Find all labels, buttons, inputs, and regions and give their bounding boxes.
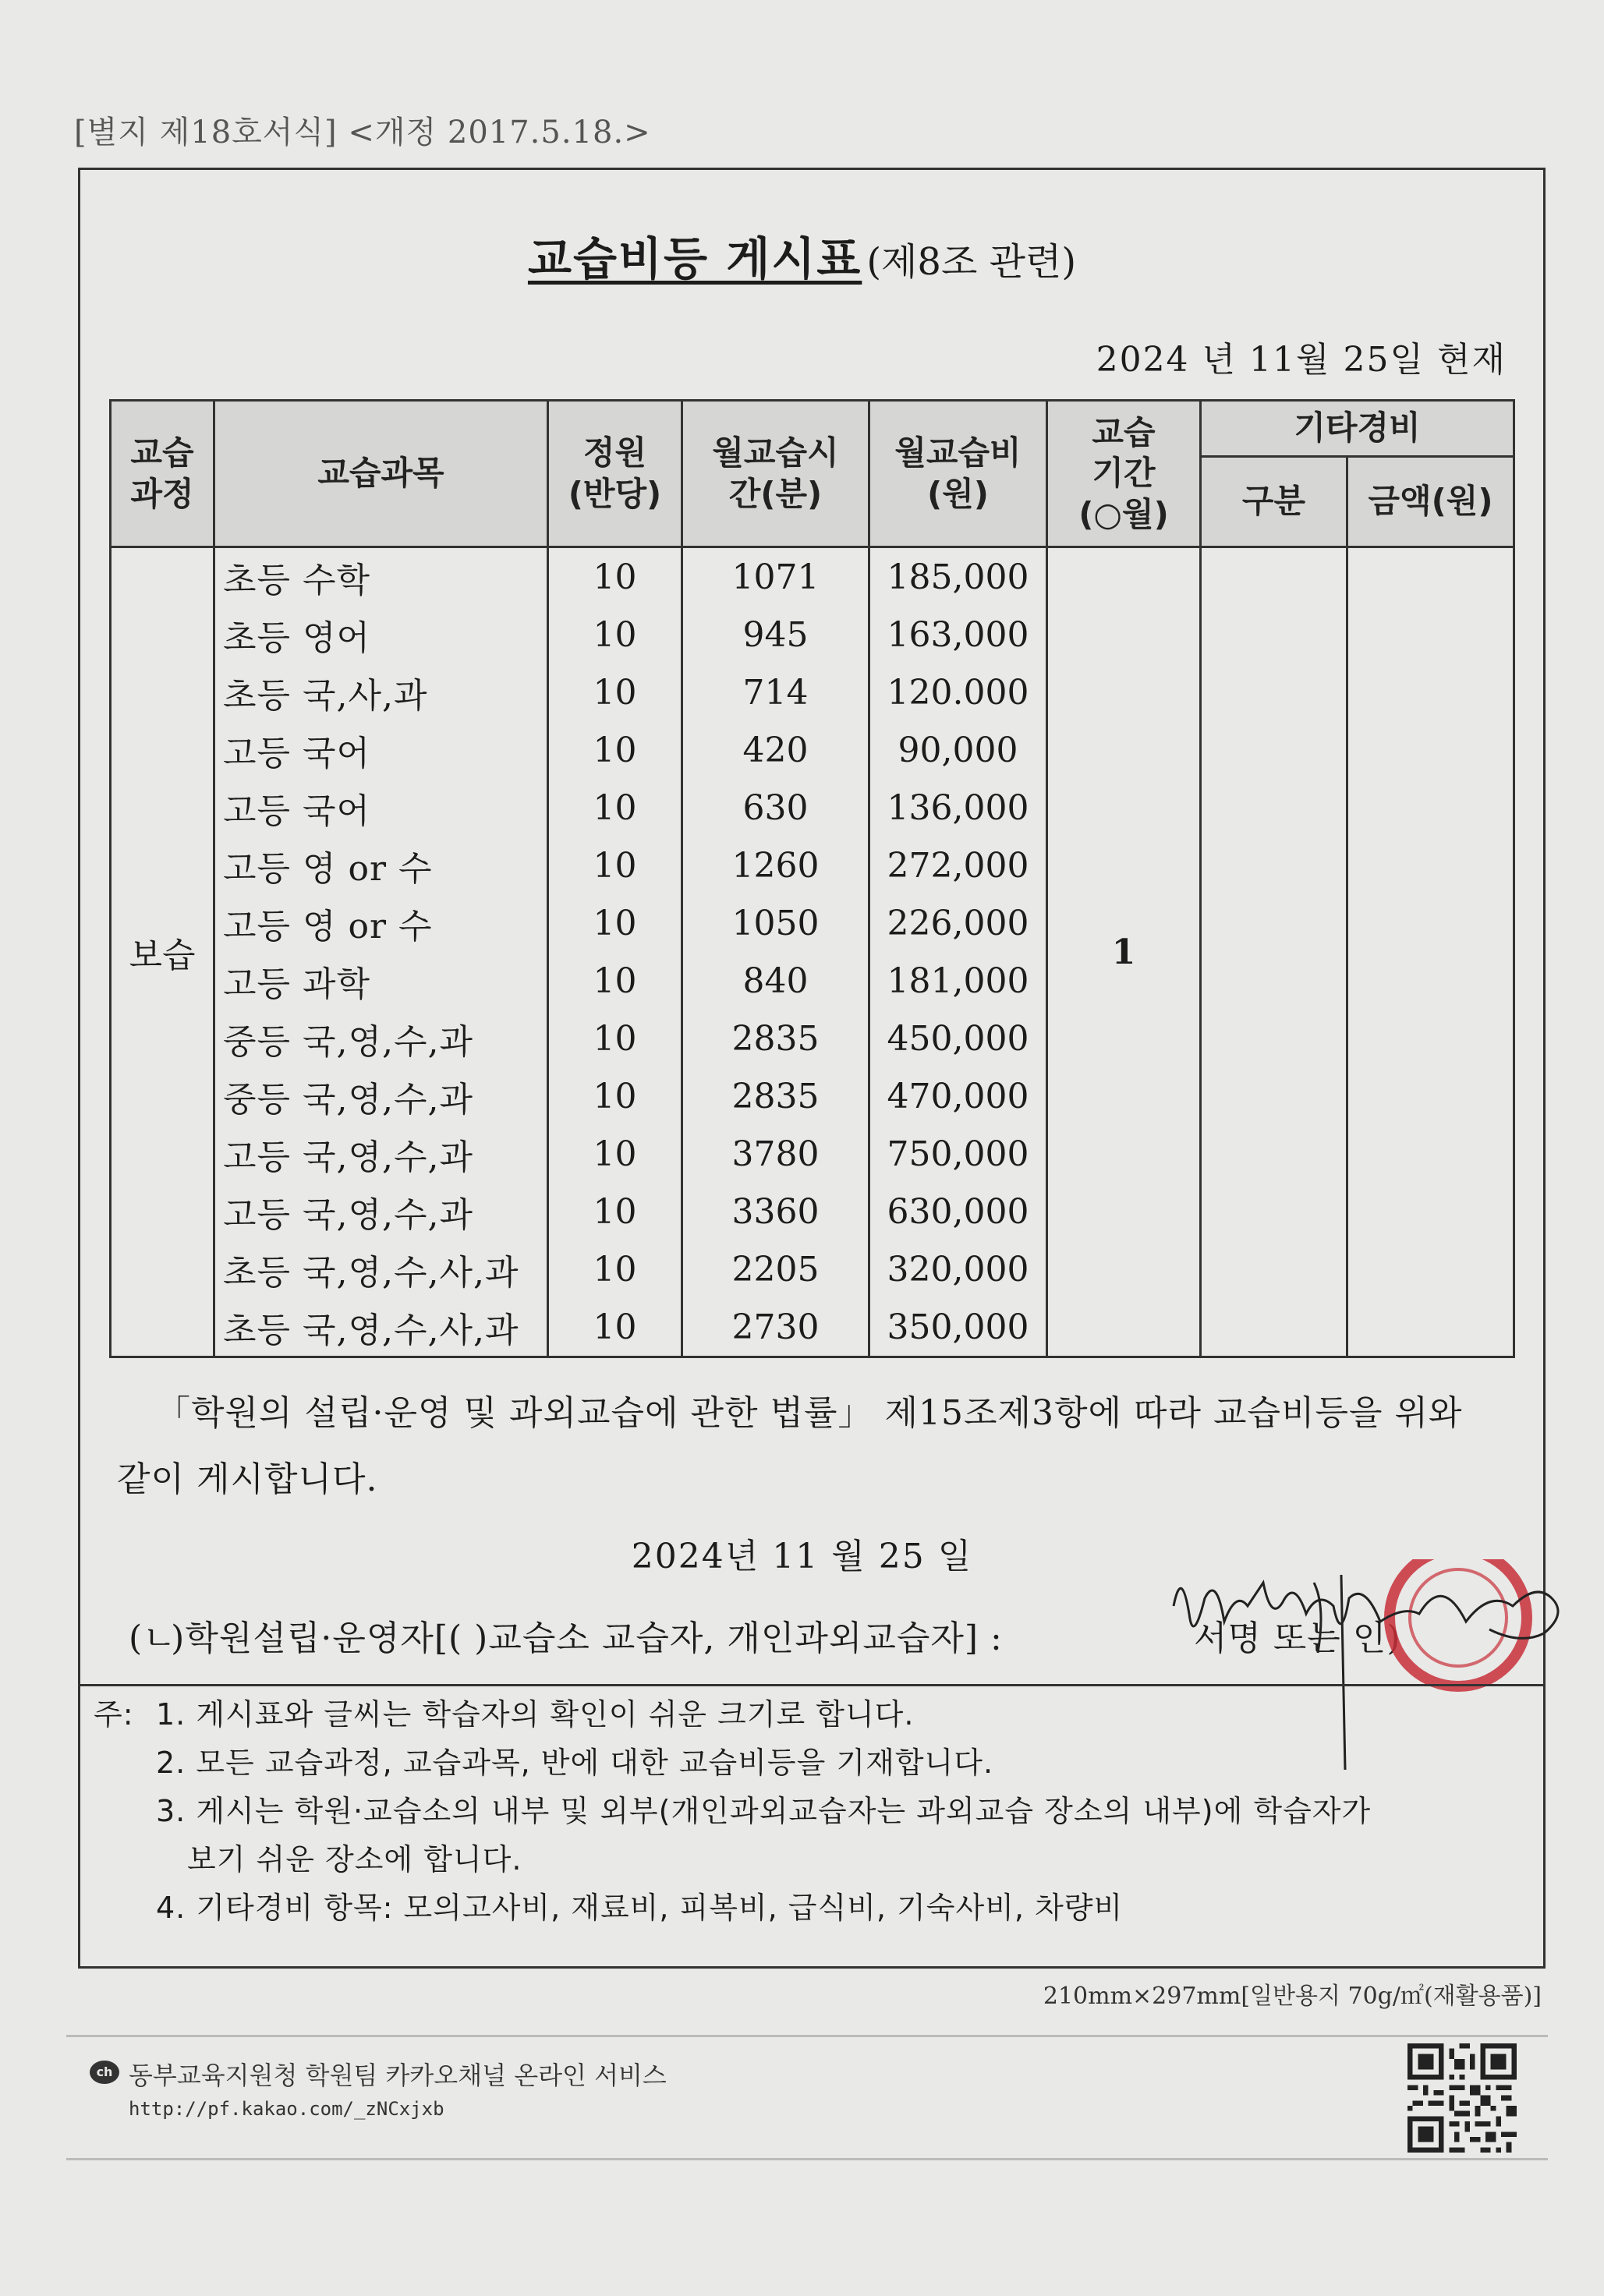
capacity-cell: 10 [548, 663, 682, 721]
fee-table-body [111, 547, 1514, 1357]
minutes-cell: 1071 [682, 547, 869, 607]
signer-check-mark: ㄴ [143, 1619, 177, 1658]
minutes-cell: 630 [682, 779, 869, 837]
header-capacity: 정원 (반당) [548, 401, 682, 547]
fee-cell: 136,000 [869, 779, 1047, 837]
subject-cell: 초등 국,사,과 [214, 663, 548, 721]
minutes-cell: 2730 [682, 1298, 869, 1357]
minutes-cell: 714 [682, 663, 869, 721]
notes [94, 1690, 1513, 1932]
capacity-cell: 10 [548, 779, 682, 837]
footer-url[interactable]: http://pf.kakao.com/_zNCxjxb [129, 2098, 444, 2120]
minutes-cell: 945 [682, 606, 869, 663]
capacity-cell: 10 [548, 837, 682, 894]
statement [117, 1380, 1505, 1512]
minutes-cell: 840 [682, 952, 869, 1010]
minutes-cell: 2835 [682, 1067, 869, 1125]
fee-cell: 630,000 [869, 1183, 1047, 1240]
fee-cell: 120.000 [869, 663, 1047, 721]
minutes-cell: 1260 [682, 837, 869, 894]
subject-cell: 초등 국,영,수,사,과 [214, 1240, 548, 1298]
subject-cell: 초등 수학 [214, 547, 548, 607]
qr-code-icon[interactable] [1407, 2043, 1517, 2153]
subject-cell: 초등 영어 [214, 606, 548, 663]
signer-check-open: ( [129, 1619, 143, 1658]
header-fee: 월교습비 (원) [869, 401, 1047, 547]
fee-cell: 450,000 [869, 1010, 1047, 1067]
fee-cell: 163,000 [869, 606, 1047, 663]
subject-cell: 고등 국어 [214, 779, 548, 837]
minutes-cell: 1050 [682, 894, 869, 952]
title-main: 교습비등 게시표 [527, 232, 862, 285]
subject-cell: 중등 국,영,수,과 [214, 1010, 548, 1067]
minutes-cell: 3780 [682, 1125, 869, 1183]
header-subject: 교습과목 [214, 401, 548, 547]
capacity-cell: 10 [548, 1240, 682, 1298]
period-cell: 1 [1047, 547, 1201, 1357]
capacity-cell: 10 [548, 952, 682, 1010]
subject-cell: 고등 영 or 수 [214, 894, 548, 952]
capacity-cell: 10 [548, 1010, 682, 1067]
fee-cell: 90,000 [869, 721, 1047, 779]
paper-spec: 210mm×297mm[일반용지 70g/㎡(재활용품)] [1043, 1983, 1542, 2010]
note-item-2: 2. 모든 교습과정, 교습과목, 반에 대한 교습비등을 기재합니다. [156, 1746, 994, 1780]
notes-lead: 주: [94, 1697, 134, 1732]
statement-line-2: 같이 게시합니다. [117, 1459, 378, 1499]
subject-cell: 고등 과학 [214, 952, 548, 1010]
subject-cell: 중등 국,영,수,과 [214, 1067, 548, 1125]
fee-cell: 320,000 [869, 1240, 1047, 1298]
signer-line: (ㄴ)학원설립·운영자[( )교습소 교습자, 개인과외교습자] : 서명 또는 인) [129, 1610, 1400, 1660]
subject-cell: 고등 국,영,수,과 [214, 1183, 548, 1240]
page-title [0, 222, 1604, 288]
header-period: 교습 기간 (○월) [1047, 401, 1201, 547]
capacity-cell: 10 [548, 721, 682, 779]
capacity-cell: 10 [548, 1298, 682, 1357]
capacity-cell: 10 [548, 1125, 682, 1183]
note-item-3: 3. 게시는 학원·교습소의 내부 및 외부(개인과외교습자는 과외교습 장소의 내부)에 학습자가 [156, 1794, 1372, 1828]
fee-cell: 181,000 [869, 952, 1047, 1010]
minutes-cell: 420 [682, 721, 869, 779]
table-row [111, 547, 1514, 607]
sign-date: 2024년 11 월 25 일 [631, 1537, 973, 1576]
signature-label: 서명 또는 인 [1193, 1619, 1387, 1658]
minutes-cell: 2205 [682, 1240, 869, 1298]
statement-line-1: 「학원의 설립·운영 및 과외교습에 관한 법률」 제15조제3항에 따라 교습비등을 위와 [156, 1393, 1463, 1433]
course-cell: 보습 [111, 547, 214, 1357]
minutes-cell: 3360 [682, 1183, 869, 1240]
title-sub: (제8조 관련) [866, 240, 1077, 284]
note-item-1: 주: 1. 게시표와 글씨는 학습자의 확인이 쉬운 크기로 합니다. [94, 1690, 1513, 1739]
subject-cell: 고등 영 or 수 [214, 837, 548, 894]
notes-divider [78, 1684, 1546, 1686]
fee-cell: 226,000 [869, 894, 1047, 952]
fee-table [109, 399, 1515, 1358]
footer-service: 동부교육지원청 학원팀 카카오채널 온라인 서비스 [129, 2061, 667, 2090]
form-header-note: [별지 제18호서식] <개정 2017.5.18.> [74, 115, 651, 150]
footer [66, 2035, 1548, 2160]
as-of-date: 2024 년 11월 25일 현재 [1096, 340, 1507, 380]
subject-cell: 초등 국,영,수,사,과 [214, 1298, 548, 1357]
header-other-type: 구분 [1201, 457, 1347, 547]
capacity-cell: 10 [548, 1067, 682, 1125]
header-other-expenses: 기타경비 [1201, 401, 1514, 457]
capacity-cell: 10 [548, 1183, 682, 1240]
minutes-cell: 2835 [682, 1010, 869, 1067]
fee-cell: 750,000 [869, 1125, 1047, 1183]
other-type-cell [1201, 547, 1347, 1357]
fee-cell: 470,000 [869, 1067, 1047, 1125]
header-hours: 월교습시 간(분) [682, 401, 869, 547]
kakao-channel-icon: ch [90, 2061, 119, 2084]
subject-cell: 고등 국어 [214, 721, 548, 779]
fee-cell: 185,000 [869, 547, 1047, 607]
header-other-amount: 금액(원) [1347, 457, 1514, 547]
note-item-3-cont: 보기 쉬운 장소에 합니다. [187, 1842, 522, 1877]
fee-cell: 272,000 [869, 837, 1047, 894]
subject-cell: 고등 국,영,수,과 [214, 1125, 548, 1183]
fee-cell: 350,000 [869, 1298, 1047, 1357]
header-course: 교습 과정 [111, 401, 214, 547]
capacity-cell: 10 [548, 894, 682, 952]
signer-text: )학원설립·운영자[( )교습소 교습자, 개인과외교습자] : [171, 1619, 1014, 1658]
capacity-cell: 10 [548, 606, 682, 663]
other-amount-cell [1347, 547, 1514, 1357]
capacity-cell: 10 [548, 547, 682, 607]
note-item-4: 4. 기타경비 항목: 모의고사비, 재료비, 피복비, 급식비, 기숙사비, 차량비 [156, 1891, 1124, 1925]
